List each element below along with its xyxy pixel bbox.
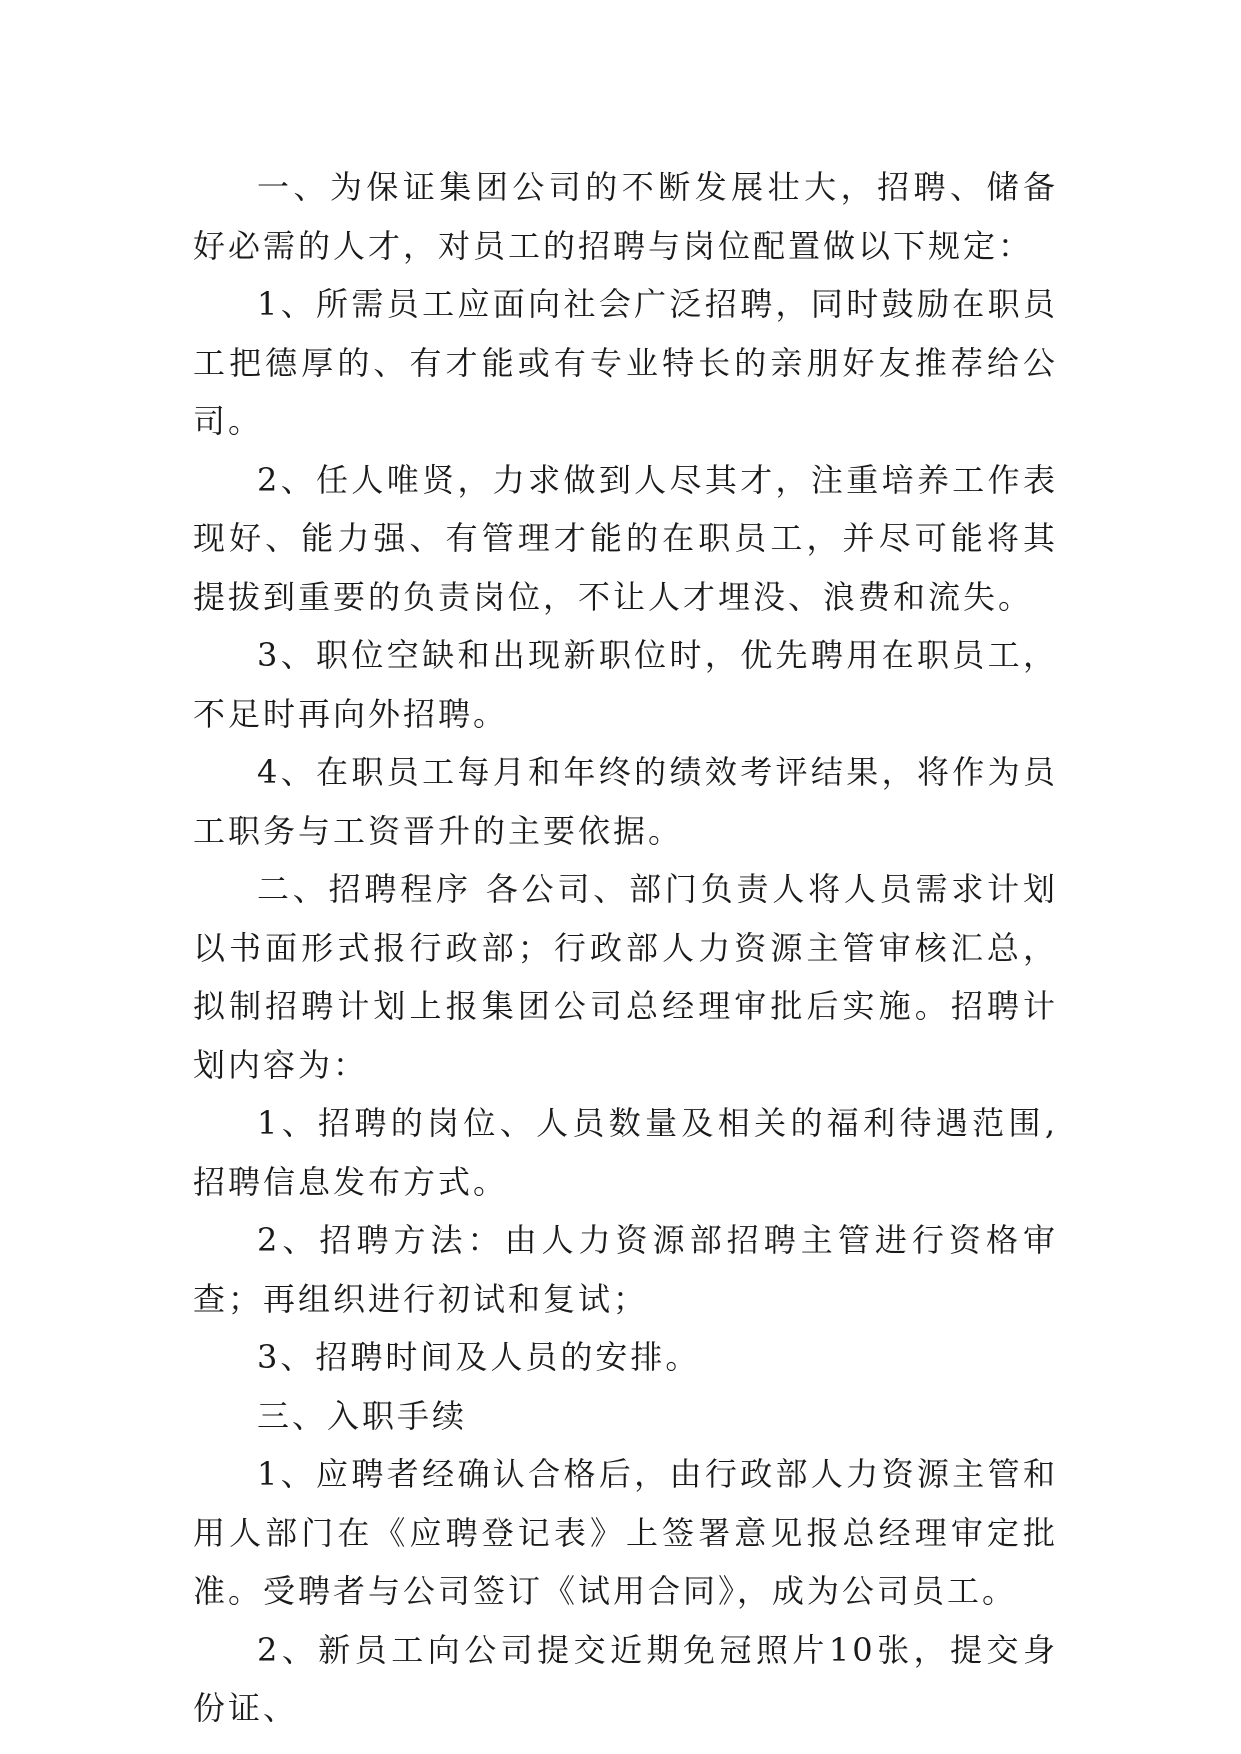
paragraph-item-2-2: 2、招聘方法：由人力资源部招聘主管进行资格审查；再组织进行初试和复试；: [193, 1221, 1058, 1318]
paragraph-item-1-2: 2、任人唯贤，力求做到人尽其才，注重培养工作表现好、能力强、有管理才能的在职员工，并尽可能将其提拔到重要的负责岗位，不让人才埋没、浪费和流失。: [193, 460, 1058, 616]
paragraph-section-1-intro: 一、为保证集团公司的不断发展壮大，招聘、储备好必需的人才，对员工的招聘与岗位配置做以下规定：: [193, 168, 1058, 265]
paragraph-item-3-1: 1、应聘者经确认合格后，由行政部人力资源主管和用人部门在《应聘登记表》上签署意见报总经理审定批准。受聘者与公司签订《试用合同》，成为公司员工。: [193, 1455, 1058, 1610]
paragraph-item-2-1: 1、招聘的岗位、人员数量及相关的福利待遇范围,招聘信息发布方式。: [193, 1104, 1058, 1201]
paragraph-item-2-3: 3、招聘时间及人员的安排。: [257, 1338, 701, 1376]
paragraph-item-1-3: 3、职位空缺和出现新职位时，优先聘用在职员工，不足时再向外招聘。: [193, 636, 1058, 733]
paragraph-item-1-1: 1、所需员工应面向社会广泛招聘，同时鼓励在职员工把德厚的、有才能或有专业特长的亲朋好友推荐给公司。: [193, 285, 1058, 440]
paragraph-item-3-2: 2、新员工向公司提交近期免冠照片10张，提交身份证、: [193, 1630, 1058, 1727]
paragraph-section-3-heading: 三、入职手续: [257, 1396, 468, 1435]
paragraph-item-1-4: 4、在职员工每月和年终的绩效考评结果，将作为员工职务与工资晋升的主要依据。: [193, 753, 1058, 850]
paragraph-section-2-intro: 二、招聘程序 各公司、部门负责人将人员需求计划以书面形式报行政部；行政部人力资源主管审核汇总，拟制招聘计划上报集团公司总经理审批后实施。招聘计划内容为：: [193, 870, 1058, 1084]
document-body: [193, 158, 1058, 1738]
